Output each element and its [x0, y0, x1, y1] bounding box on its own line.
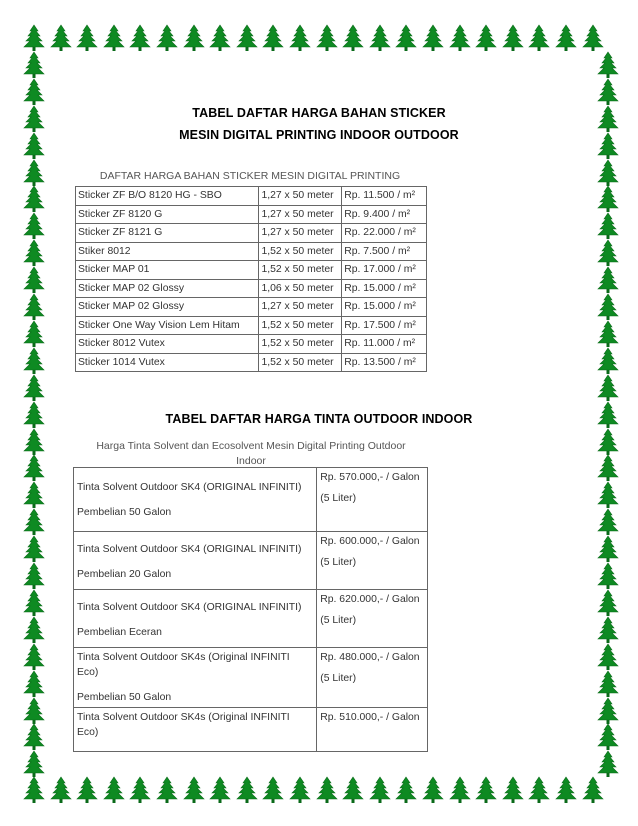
ink-product-cell — [74, 532, 317, 590]
sticker-price-table — [75, 186, 427, 372]
christmas-tree-icon — [23, 723, 45, 751]
sticker-name-cell: Sticker ZF 8121 G — [76, 224, 259, 243]
sticker-price-cell: Rp. 11.000 / m² — [342, 335, 427, 354]
sticker-price-cell: Rp. 17.000 / m² — [342, 261, 427, 280]
sticker-name-cell: Sticker MAP 01 — [76, 261, 259, 280]
christmas-tree-icon — [597, 374, 619, 402]
christmas-tree-icon — [23, 159, 45, 187]
christmas-tree-icon — [342, 24, 364, 52]
christmas-tree-icon — [23, 293, 45, 321]
christmas-tree-icon — [597, 454, 619, 482]
christmas-tree-icon — [597, 239, 619, 267]
ink-price-cell — [317, 708, 428, 752]
ink-product-name: Tinta Solvent Outdoor SK4s (Original INFINITI Eco) — [77, 712, 290, 738]
christmas-tree-icon — [209, 776, 231, 804]
christmas-tree-icon — [422, 776, 444, 804]
christmas-tree-icon — [23, 347, 45, 375]
ink-price-value: Rp. 480.000,- / Galon — [320, 652, 420, 663]
christmas-tree-icon — [597, 643, 619, 671]
ink-product-cell — [74, 590, 317, 648]
christmas-tree-icon — [23, 212, 45, 240]
ink-product-name: Tinta Solvent Outdoor SK4 (ORIGINAL INFINITI) — [77, 482, 302, 493]
christmas-tree-icon — [597, 159, 619, 187]
page-title-line-1: TABEL DAFTAR HARGA BAHAN STICKER — [192, 106, 446, 120]
christmas-tree-icon — [449, 24, 471, 52]
christmas-tree-icon — [528, 24, 550, 52]
sticker-size-cell: 1,52 x 50 meter — [259, 261, 342, 280]
christmas-tree-icon — [236, 24, 258, 52]
christmas-tree-icon — [129, 24, 151, 52]
ink-purchase-quantity: Pembelian 20 Galon — [77, 569, 172, 580]
christmas-tree-icon — [422, 24, 444, 52]
sticker-size-cell: 1,27 x 50 meter — [259, 205, 342, 224]
christmas-tree-icon — [23, 481, 45, 509]
christmas-tree-icon — [597, 266, 619, 294]
christmas-tree-icon — [316, 776, 338, 804]
sticker-name-cell: Sticker 8012 Vutex — [76, 335, 259, 354]
christmas-tree-icon — [555, 24, 577, 52]
page-title-line-2: MESIN DIGITAL PRINTING INDOOR OUTDOOR — [179, 128, 459, 142]
christmas-tree-icon — [23, 320, 45, 348]
ink-caption-line-1: Harga Tinta Solvent dan Ecosolvent Mesin Digital Printing Outdoor — [96, 440, 406, 452]
christmas-tree-icon — [23, 374, 45, 402]
table-row — [76, 279, 427, 298]
christmas-tree-icon — [262, 776, 284, 804]
christmas-tree-icon — [449, 776, 471, 804]
christmas-tree-icon — [555, 776, 577, 804]
ink-section-title: TABEL DAFTAR HARGA TINTA OUTDOOR INDOOR — [165, 412, 473, 426]
ink-volume: (5 Liter) — [320, 493, 357, 504]
christmas-tree-icon — [23, 508, 45, 536]
christmas-tree-icon — [597, 481, 619, 509]
christmas-tree-icon — [23, 643, 45, 671]
ink-price-value: Rp. 600.000,- / Galon — [320, 536, 420, 547]
sticker-price-cell: Rp. 13.500 / m² — [342, 353, 427, 372]
christmas-tree-icon — [23, 51, 45, 79]
christmas-tree-icon — [23, 562, 45, 590]
ink-purchase-quantity: Pembelian Eceran — [77, 627, 162, 638]
christmas-tree-icon — [369, 776, 391, 804]
christmas-tree-icon — [23, 428, 45, 456]
sticker-name-cell: Sticker MAP 02 Glossy — [76, 298, 259, 317]
sticker-size-cell: 1,27 x 50 meter — [259, 298, 342, 317]
table-row — [76, 353, 427, 372]
table-row — [76, 316, 427, 335]
christmas-tree-icon — [475, 776, 497, 804]
table-row — [74, 468, 428, 532]
christmas-tree-icon — [395, 24, 417, 52]
christmas-tree-icon — [289, 24, 311, 52]
christmas-tree-icon — [597, 697, 619, 725]
ink-product-cell — [74, 708, 317, 752]
sticker-size-cell: 1,52 x 50 meter — [259, 335, 342, 354]
sticker-size-cell: 1,06 x 50 meter — [259, 279, 342, 298]
ink-purchase-quantity: Pembelian 50 Galon — [77, 692, 172, 703]
christmas-tree-icon — [23, 239, 45, 267]
sticker-name-cell: Sticker ZF B/O 8120 HG - SBO — [76, 187, 259, 206]
sticker-size-cell: 1,27 x 50 meter — [259, 224, 342, 243]
ink-price-value: Rp. 620.000,- / Galon — [320, 594, 420, 605]
sticker-table-caption: DAFTAR HARGA BAHAN STICKER MESIN DIGITAL PRINTING — [99, 170, 401, 182]
ink-product-name: Tinta Solvent Outdoor SK4 (ORIGINAL INFINITI) — [77, 544, 302, 555]
christmas-tree-icon — [597, 723, 619, 751]
christmas-tree-icon — [183, 24, 205, 52]
christmas-tree-icon — [597, 293, 619, 321]
christmas-tree-icon — [50, 24, 72, 52]
ink-price-cell — [317, 532, 428, 590]
sticker-size-cell: 1,52 x 50 meter — [259, 242, 342, 261]
table-row — [74, 590, 428, 648]
christmas-tree-icon — [236, 776, 258, 804]
table-row — [76, 335, 427, 354]
christmas-tree-icon — [582, 776, 604, 804]
christmas-tree-icon — [597, 750, 619, 778]
sticker-price-cell: Rp. 9.400 / m² — [342, 205, 427, 224]
sticker-size-cell: 1,52 x 50 meter — [259, 353, 342, 372]
christmas-tree-icon — [597, 320, 619, 348]
christmas-tree-icon — [502, 24, 524, 52]
christmas-tree-icon — [23, 266, 45, 294]
ink-purchase-quantity: Pembelian 50 Galon — [77, 507, 172, 518]
christmas-tree-icon — [183, 776, 205, 804]
christmas-tree-icon — [103, 24, 125, 52]
table-row — [76, 187, 427, 206]
christmas-tree-icon — [597, 428, 619, 456]
christmas-tree-icon — [316, 24, 338, 52]
ink-volume: (5 Liter) — [320, 615, 357, 626]
table-row — [74, 532, 428, 590]
christmas-tree-icon — [597, 562, 619, 590]
ink-price-cell — [317, 468, 428, 532]
ink-price-table — [73, 467, 428, 752]
ink-product-name: Tinta Solvent Outdoor SK4s (Original INFINITI Eco) — [77, 652, 290, 678]
christmas-tree-icon — [129, 776, 151, 804]
christmas-tree-icon — [475, 24, 497, 52]
sticker-price-cell: Rp. 15.000 / m² — [342, 279, 427, 298]
christmas-tree-icon — [23, 697, 45, 725]
christmas-tree-icon — [23, 776, 45, 804]
christmas-tree-icon — [597, 535, 619, 563]
christmas-tree-icon — [582, 24, 604, 52]
ink-volume: (5 Liter) — [320, 557, 357, 568]
christmas-tree-icon — [76, 24, 98, 52]
christmas-tree-icon — [597, 508, 619, 536]
ink-product-name: Tinta Solvent Outdoor SK4 (ORIGINAL INFINITI) — [77, 602, 302, 613]
sticker-price-cell: Rp. 22.000 / m² — [342, 224, 427, 243]
christmas-tree-icon — [597, 212, 619, 240]
christmas-tree-icon — [262, 24, 284, 52]
christmas-tree-icon — [76, 776, 98, 804]
table-row — [74, 708, 428, 752]
christmas-tree-icon — [597, 670, 619, 698]
christmas-tree-icon — [23, 535, 45, 563]
table-row — [76, 298, 427, 317]
sticker-price-cell: Rp. 17.500 / m² — [342, 316, 427, 335]
christmas-tree-icon — [502, 776, 524, 804]
ink-product-cell — [74, 468, 317, 532]
sticker-size-cell: 1,52 x 50 meter — [259, 316, 342, 335]
sticker-price-cell: Rp. 7.500 / m² — [342, 242, 427, 261]
sticker-name-cell: Stiker 8012 — [76, 242, 259, 261]
table-row — [76, 205, 427, 224]
ink-table-caption — [75, 439, 427, 469]
sticker-name-cell: Sticker 1014 Vutex — [76, 353, 259, 372]
christmas-tree-icon — [23, 24, 45, 52]
sticker-size-cell: 1,27 x 50 meter — [259, 187, 342, 206]
ink-price-value: Rp. 570.000,- / Galon — [320, 472, 420, 483]
christmas-tree-icon — [597, 589, 619, 617]
sticker-name-cell: Sticker MAP 02 Glossy — [76, 279, 259, 298]
christmas-tree-icon — [597, 347, 619, 375]
christmas-tree-icon — [597, 51, 619, 79]
sticker-name-cell: Sticker One Way Vision Lem Hitam — [76, 316, 259, 335]
christmas-tree-icon — [23, 454, 45, 482]
christmas-tree-icon — [23, 589, 45, 617]
christmas-tree-icon — [23, 670, 45, 698]
table-row — [76, 261, 427, 280]
ink-caption-line-2: Indoor — [236, 455, 266, 467]
ink-volume: (5 Liter) — [320, 673, 357, 684]
christmas-tree-icon — [342, 776, 364, 804]
christmas-tree-icon — [597, 185, 619, 213]
christmas-tree-icon — [50, 776, 72, 804]
ink-price-cell — [317, 648, 428, 708]
christmas-tree-icon — [597, 616, 619, 644]
sticker-price-cell: Rp. 11.500 / m² — [342, 187, 427, 206]
christmas-tree-icon — [23, 750, 45, 778]
christmas-tree-icon — [103, 776, 125, 804]
christmas-tree-icon — [209, 24, 231, 52]
christmas-tree-icon — [23, 616, 45, 644]
christmas-tree-icon — [597, 78, 619, 106]
sticker-price-cell: Rp. 15.000 / m² — [342, 298, 427, 317]
ink-price-cell — [317, 590, 428, 648]
christmas-tree-icon — [23, 78, 45, 106]
table-row — [74, 648, 428, 708]
ink-product-cell — [74, 648, 317, 708]
christmas-tree-icon — [528, 776, 550, 804]
christmas-tree-icon — [156, 24, 178, 52]
christmas-tree-icon — [23, 185, 45, 213]
christmas-tree-icon — [395, 776, 417, 804]
christmas-tree-icon — [289, 776, 311, 804]
table-row — [76, 224, 427, 243]
ink-price-value: Rp. 510.000,- / Galon — [320, 712, 420, 723]
sticker-name-cell: Sticker ZF 8120 G — [76, 205, 259, 224]
christmas-tree-icon — [369, 24, 391, 52]
table-row — [76, 242, 427, 261]
christmas-tree-icon — [156, 776, 178, 804]
